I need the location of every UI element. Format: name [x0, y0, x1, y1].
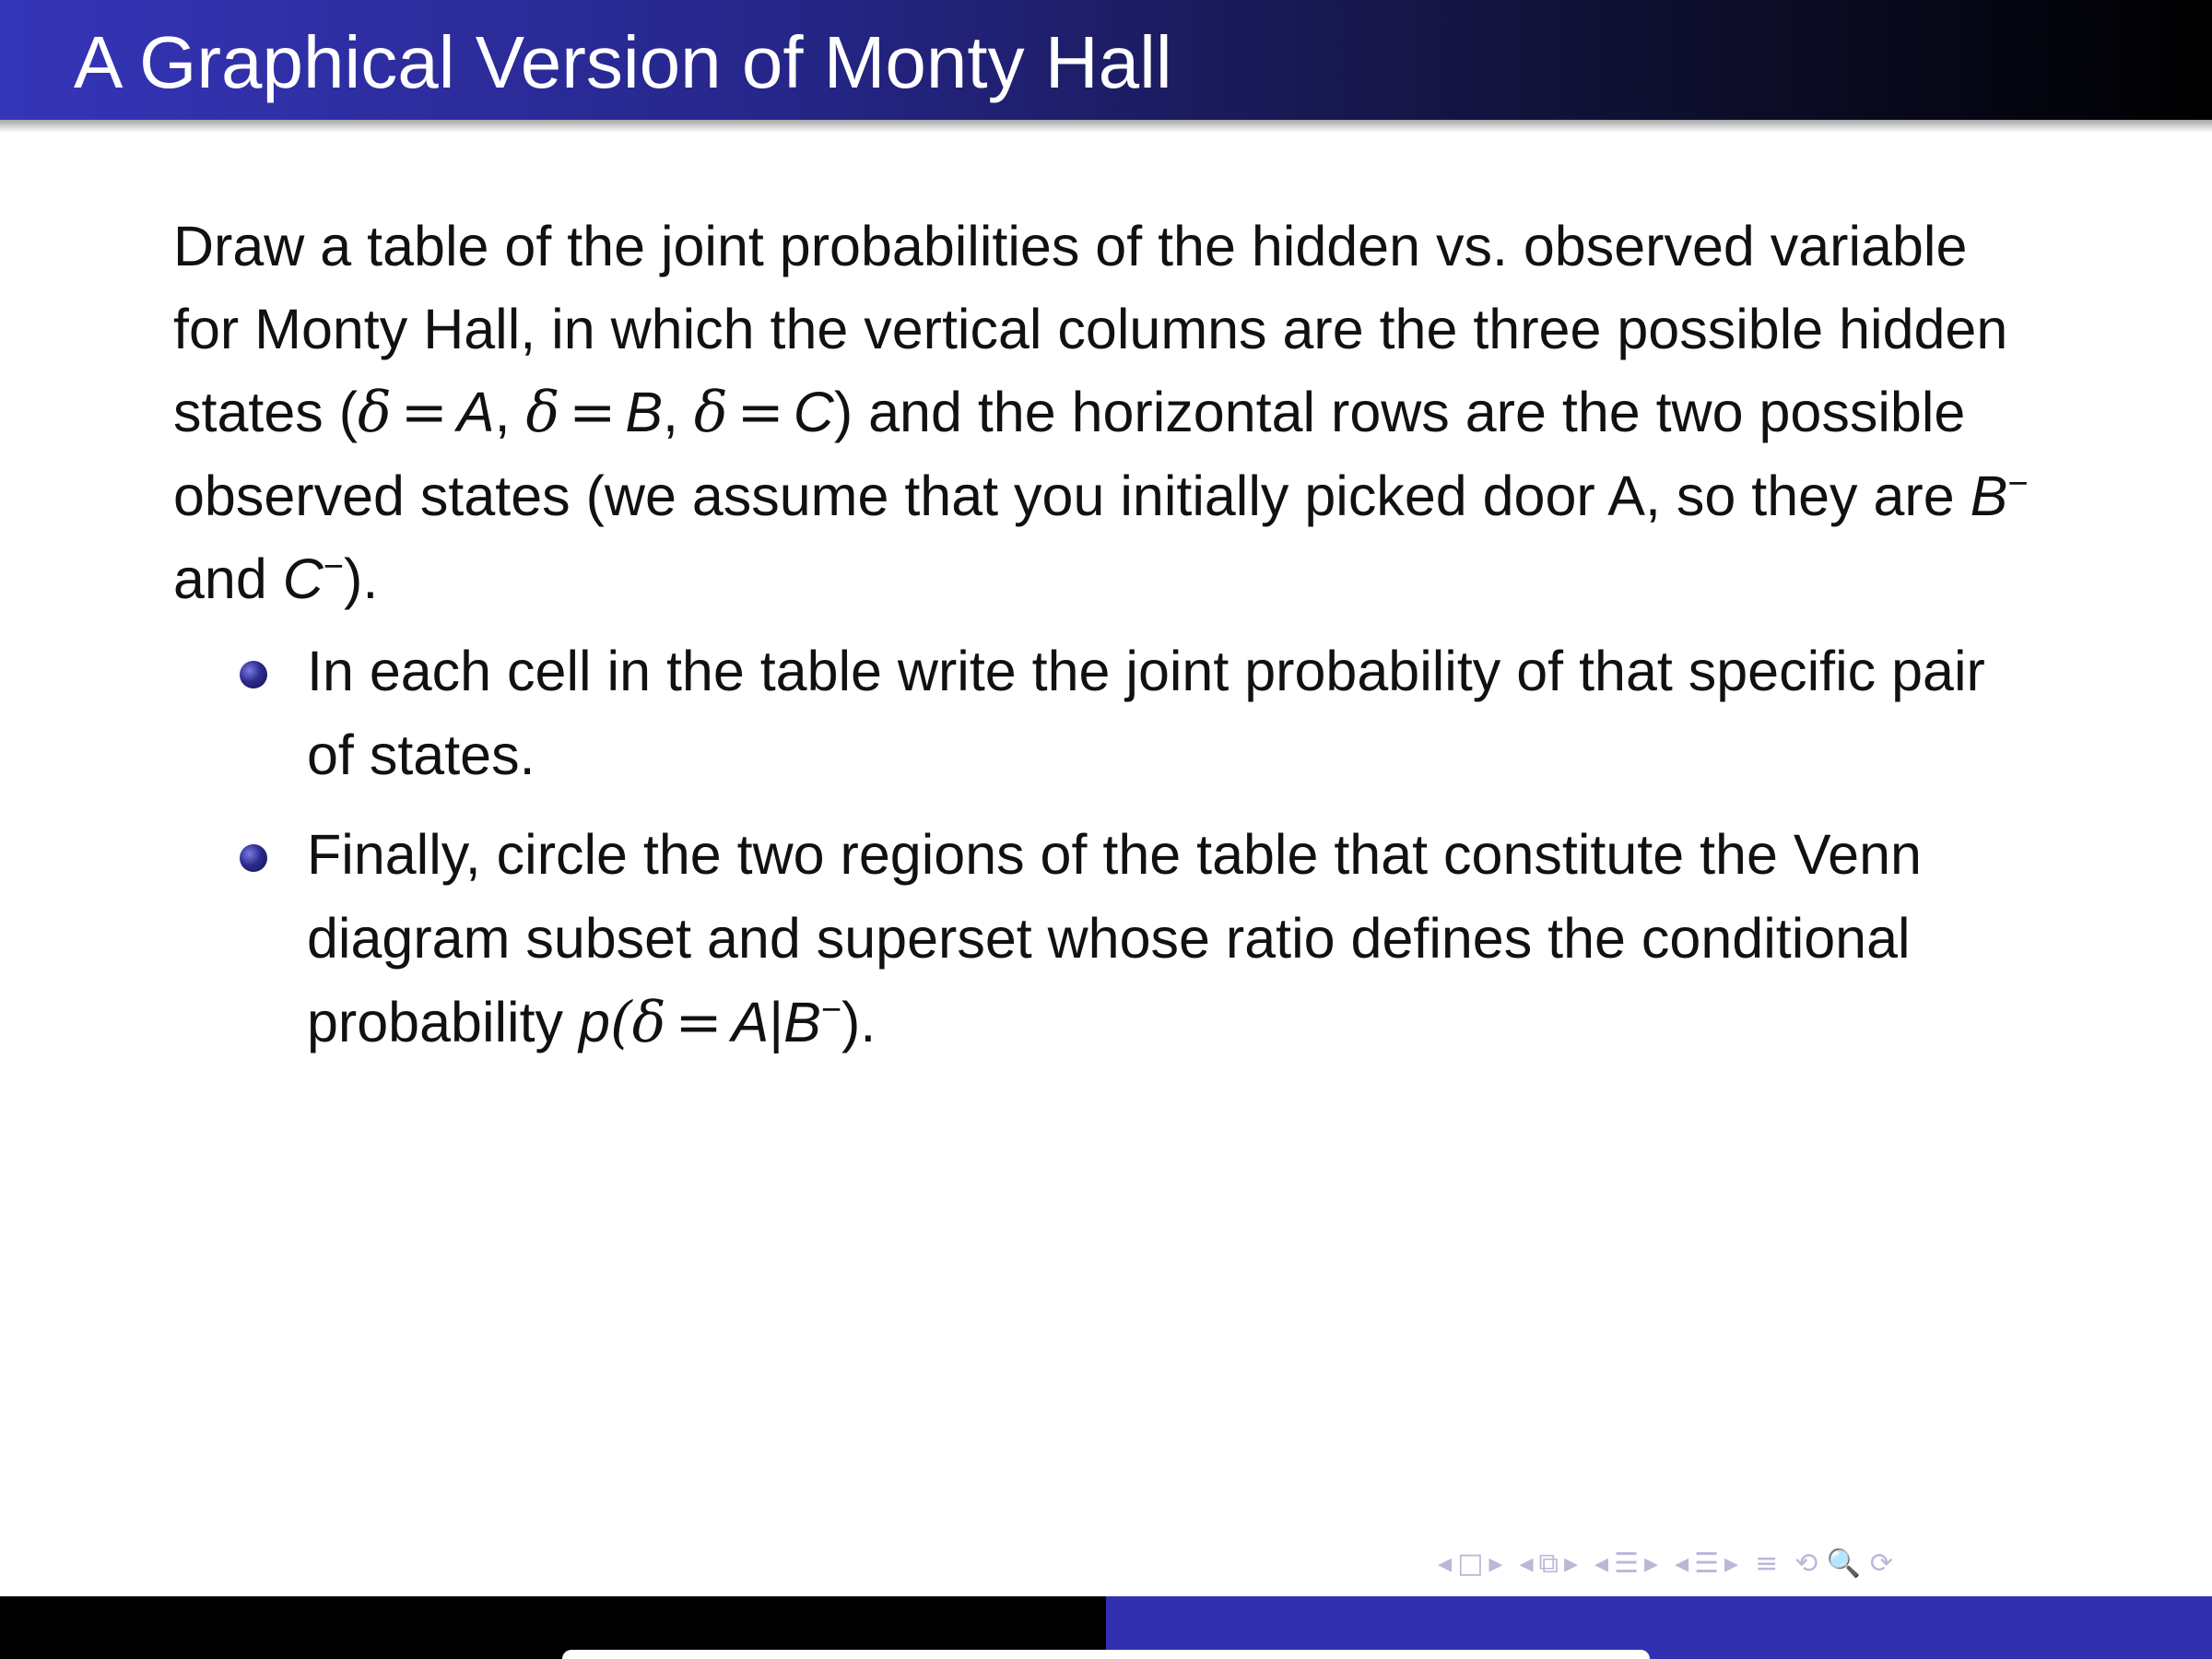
math-A: A — [731, 991, 770, 1053]
math-p: p — [579, 991, 610, 1053]
section-icon[interactable]: ☰ — [1614, 1547, 1639, 1580]
footer-tab — [562, 1650, 1650, 1659]
bullet-list — [173, 629, 2044, 1065]
intro-text-3: ). — [344, 547, 379, 610]
math-delta: δ — [358, 380, 392, 445]
nav-section-group — [1594, 1547, 1658, 1580]
next-section-arrow-icon[interactable]: ▸ — [1644, 1547, 1659, 1580]
bullet-item — [173, 813, 2044, 1065]
search-back-forward-icon[interactable]: ⟲ 🔍 ⟳ — [1794, 1547, 1893, 1580]
bullet-icon — [240, 661, 267, 688]
bullet-icon — [240, 844, 267, 872]
prev-frame-arrow-icon[interactable]: ◂ — [1438, 1547, 1453, 1580]
math-minus-superscript: − — [323, 547, 344, 586]
next-frame-arrow-icon[interactable]: ▸ — [1488, 1547, 1503, 1580]
nav-presentation-group — [1675, 1547, 1738, 1580]
bullet-text: Finally, circle the two regions of the table that constitute the Venn diagram subset and superset whose ratio defines the conditional probability — [307, 823, 1922, 1053]
math-delta: δ — [693, 380, 728, 445]
subsection-icon[interactable]: ⧉ — [1538, 1547, 1559, 1580]
intro-text-1: Draw a table of the joint probabilities of the hidden vs. observed variable for Monty Hall, in which the vertical columns are the three possible hidden states ( — [173, 215, 2008, 443]
intro-paragraph — [173, 205, 2044, 620]
intro-and: and — [173, 547, 283, 610]
math-delta: δ — [631, 990, 666, 1055]
title-shadow — [0, 120, 2212, 133]
frame-icon[interactable]: □ — [1457, 1547, 1484, 1580]
math-equals: = — [736, 380, 784, 445]
slide-title: A Graphical Version of Monty Hall — [74, 21, 1172, 103]
math-equals: = — [569, 380, 617, 445]
next-subsection-arrow-icon[interactable]: ▸ — [1563, 1547, 1579, 1580]
next-presentation-arrow-icon[interactable]: ▸ — [1724, 1547, 1739, 1580]
math-bar: | — [769, 991, 784, 1053]
math-C: C — [793, 381, 834, 443]
nav-subsection-group — [1519, 1547, 1578, 1580]
prev-subsection-arrow-icon[interactable]: ◂ — [1519, 1547, 1534, 1580]
prev-presentation-arrow-icon[interactable]: ◂ — [1675, 1547, 1689, 1580]
intro-text-2: ) and the horizontal rows are the two possible observed states (we assume that you initially picked door A, so they are — [173, 381, 1971, 527]
prev-section-arrow-icon[interactable]: ◂ — [1594, 1547, 1609, 1580]
nav-frame-group — [1438, 1547, 1502, 1580]
math-equals: = — [675, 990, 723, 1055]
math-close: ). — [841, 991, 877, 1053]
slide-content — [173, 205, 2044, 1080]
presentation-icon[interactable]: ☰ — [1694, 1547, 1720, 1580]
math-minus-superscript: − — [820, 991, 842, 1030]
math-B: B — [625, 381, 664, 443]
math-equals: = — [400, 380, 448, 445]
bullet-item — [173, 629, 2044, 797]
math-delta: δ — [525, 380, 560, 445]
math-minus-superscript: − — [2007, 465, 2029, 503]
math-B: B — [783, 991, 821, 1053]
math-B: B — [1970, 465, 2008, 527]
bullet-text: In each cell in the table write the joint probability of that specific pair of states. — [307, 640, 1985, 786]
math-comma: , — [494, 381, 526, 443]
math-open-paren: ( — [609, 990, 632, 1055]
beamer-navigation — [1438, 1545, 1893, 1582]
align-icon[interactable]: ≡ — [1755, 1547, 1779, 1580]
math-C: C — [282, 547, 324, 610]
math-A: A — [456, 381, 495, 443]
math-comma: , — [663, 381, 694, 443]
